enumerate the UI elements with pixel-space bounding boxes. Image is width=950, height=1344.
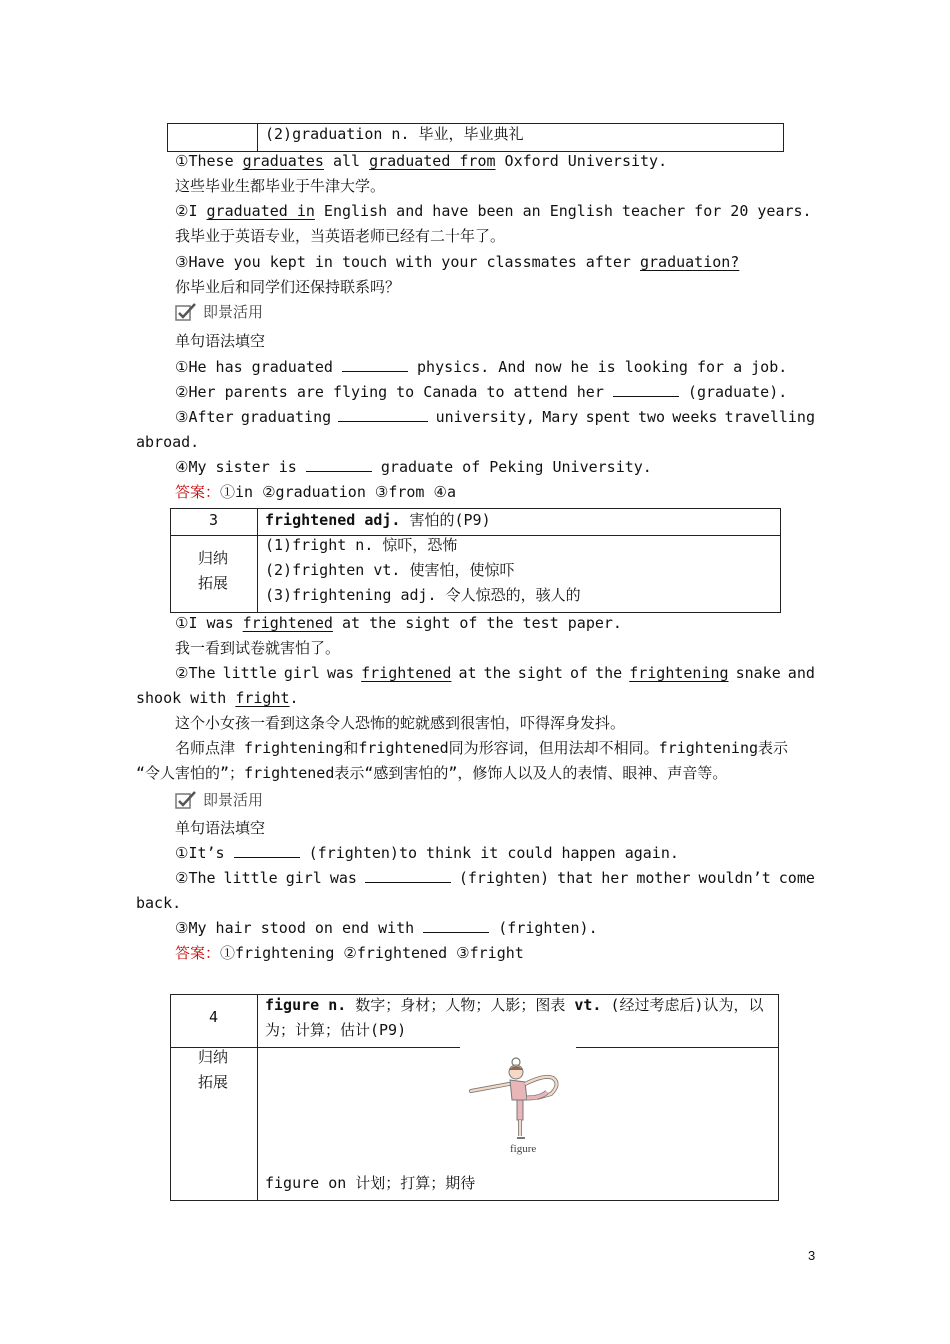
- teacher-tip-line-1: 名师点津 frightening和frightened同为形容词，但用法却不相同。frightening表示: [175, 739, 789, 757]
- example-2-en: ②I graduated in English and have been an English teacher for 20 years.: [175, 202, 812, 220]
- question-2: ②The little girl was (frighten) that her mother wouldn’t come: [175, 869, 815, 887]
- side-label: 归纳: [198, 549, 229, 567]
- question-1: ①He has graduated physics. And now he is looking for a job.: [175, 358, 788, 376]
- example-2-cn: 我毕业于英语专业，当英语老师已经有二十年了。: [175, 227, 506, 245]
- question-4: ④My sister is graduate of Peking University.: [175, 458, 652, 476]
- practice-heading: 即景活用: [203, 791, 264, 809]
- entry-number: 4: [209, 1008, 219, 1026]
- example-1-cn: 我一看到试卷就害怕了。: [175, 639, 341, 657]
- question-2-continued: back.: [136, 894, 182, 912]
- example-1-cn: 这些毕业生都毕业于牛津大学。: [175, 177, 386, 195]
- example-2-cn: 这个小女孩一看到这条令人恐怖的蛇就感到很害怕，吓得浑身发抖。: [175, 714, 626, 732]
- table-divider: [257, 508, 258, 613]
- headword-line-2: 为；计算；估计(P9): [265, 1021, 407, 1039]
- answers: 答案：①frightening ②frightened ③fright: [175, 944, 524, 962]
- practice-heading: 即景活用: [203, 303, 264, 321]
- checkmark-icon: [175, 791, 197, 809]
- question-3-continued: abroad.: [136, 433, 200, 451]
- example-1-en: ①These graduates all graduated from Oxford University.: [175, 152, 668, 170]
- question-3: ③After graduating university, Mary spent two weeks travelling: [175, 408, 815, 426]
- example-2-continued: shook with fright.: [136, 689, 299, 707]
- page-number: 3: [808, 1248, 816, 1263]
- table-divider: [257, 994, 258, 1201]
- headword: frightened adj. 害怕的(P9): [265, 511, 491, 529]
- entry-number: 3: [209, 511, 219, 529]
- practice-subheading: 单句语法填空: [175, 819, 266, 837]
- graduation-entry: (2)graduation n. 毕业，毕业典礼: [265, 125, 524, 143]
- checkmark-icon: [175, 303, 197, 321]
- figure-caption: figure: [510, 1143, 537, 1155]
- question-3: ③My hair stood on end with (frighten).: [175, 919, 598, 937]
- table-divider: [576, 1047, 779, 1048]
- yoga-figure-illustration: [465, 1052, 575, 1152]
- table-divider: [170, 535, 781, 536]
- teacher-tip-line-2: “令人害怕的”；frightened表示“感到害怕的”，修饰人以及人的表情、眼神、声音等。: [136, 764, 728, 782]
- figure-phrase: figure on 计划；打算；期待: [265, 1174, 476, 1192]
- question-1: ①It’s (frighten)to think it could happen again.: [175, 844, 679, 862]
- answers: 答案：①in ②graduation ③from ④a: [175, 483, 456, 501]
- derivative-1: (1)fright n. 惊吓，恐怖: [265, 536, 458, 554]
- derivative-3: (3)frightening adj. 令人惊恐的，骇人的: [265, 586, 581, 604]
- example-3-cn: 你毕业后和同学们还保持联系吗？: [175, 278, 401, 296]
- side-label: 拓展: [198, 1073, 229, 1091]
- example-1-en: ①I was frightened at the sight of the test paper.: [175, 614, 622, 632]
- example-3-en: ③Have you kept in touch with your classmates after graduation?: [175, 253, 740, 271]
- side-label: 归纳: [198, 1048, 229, 1066]
- table-divider: [257, 123, 258, 152]
- question-2: ②Her parents are flying to Canada to attend her (graduate).: [175, 383, 788, 401]
- derivative-2: (2)frighten vt. 使害怕，使惊吓: [265, 561, 515, 579]
- practice-subheading: 单句语法填空: [175, 332, 266, 350]
- example-2-en: ②The little girl was frightened at the sight of the frightening snake and: [175, 664, 815, 682]
- side-label: 拓展: [198, 574, 229, 592]
- headword-line-1: figure n. 数字；身材；人物；人影；图表 vt. (经过考虑后)认为，以: [265, 996, 764, 1014]
